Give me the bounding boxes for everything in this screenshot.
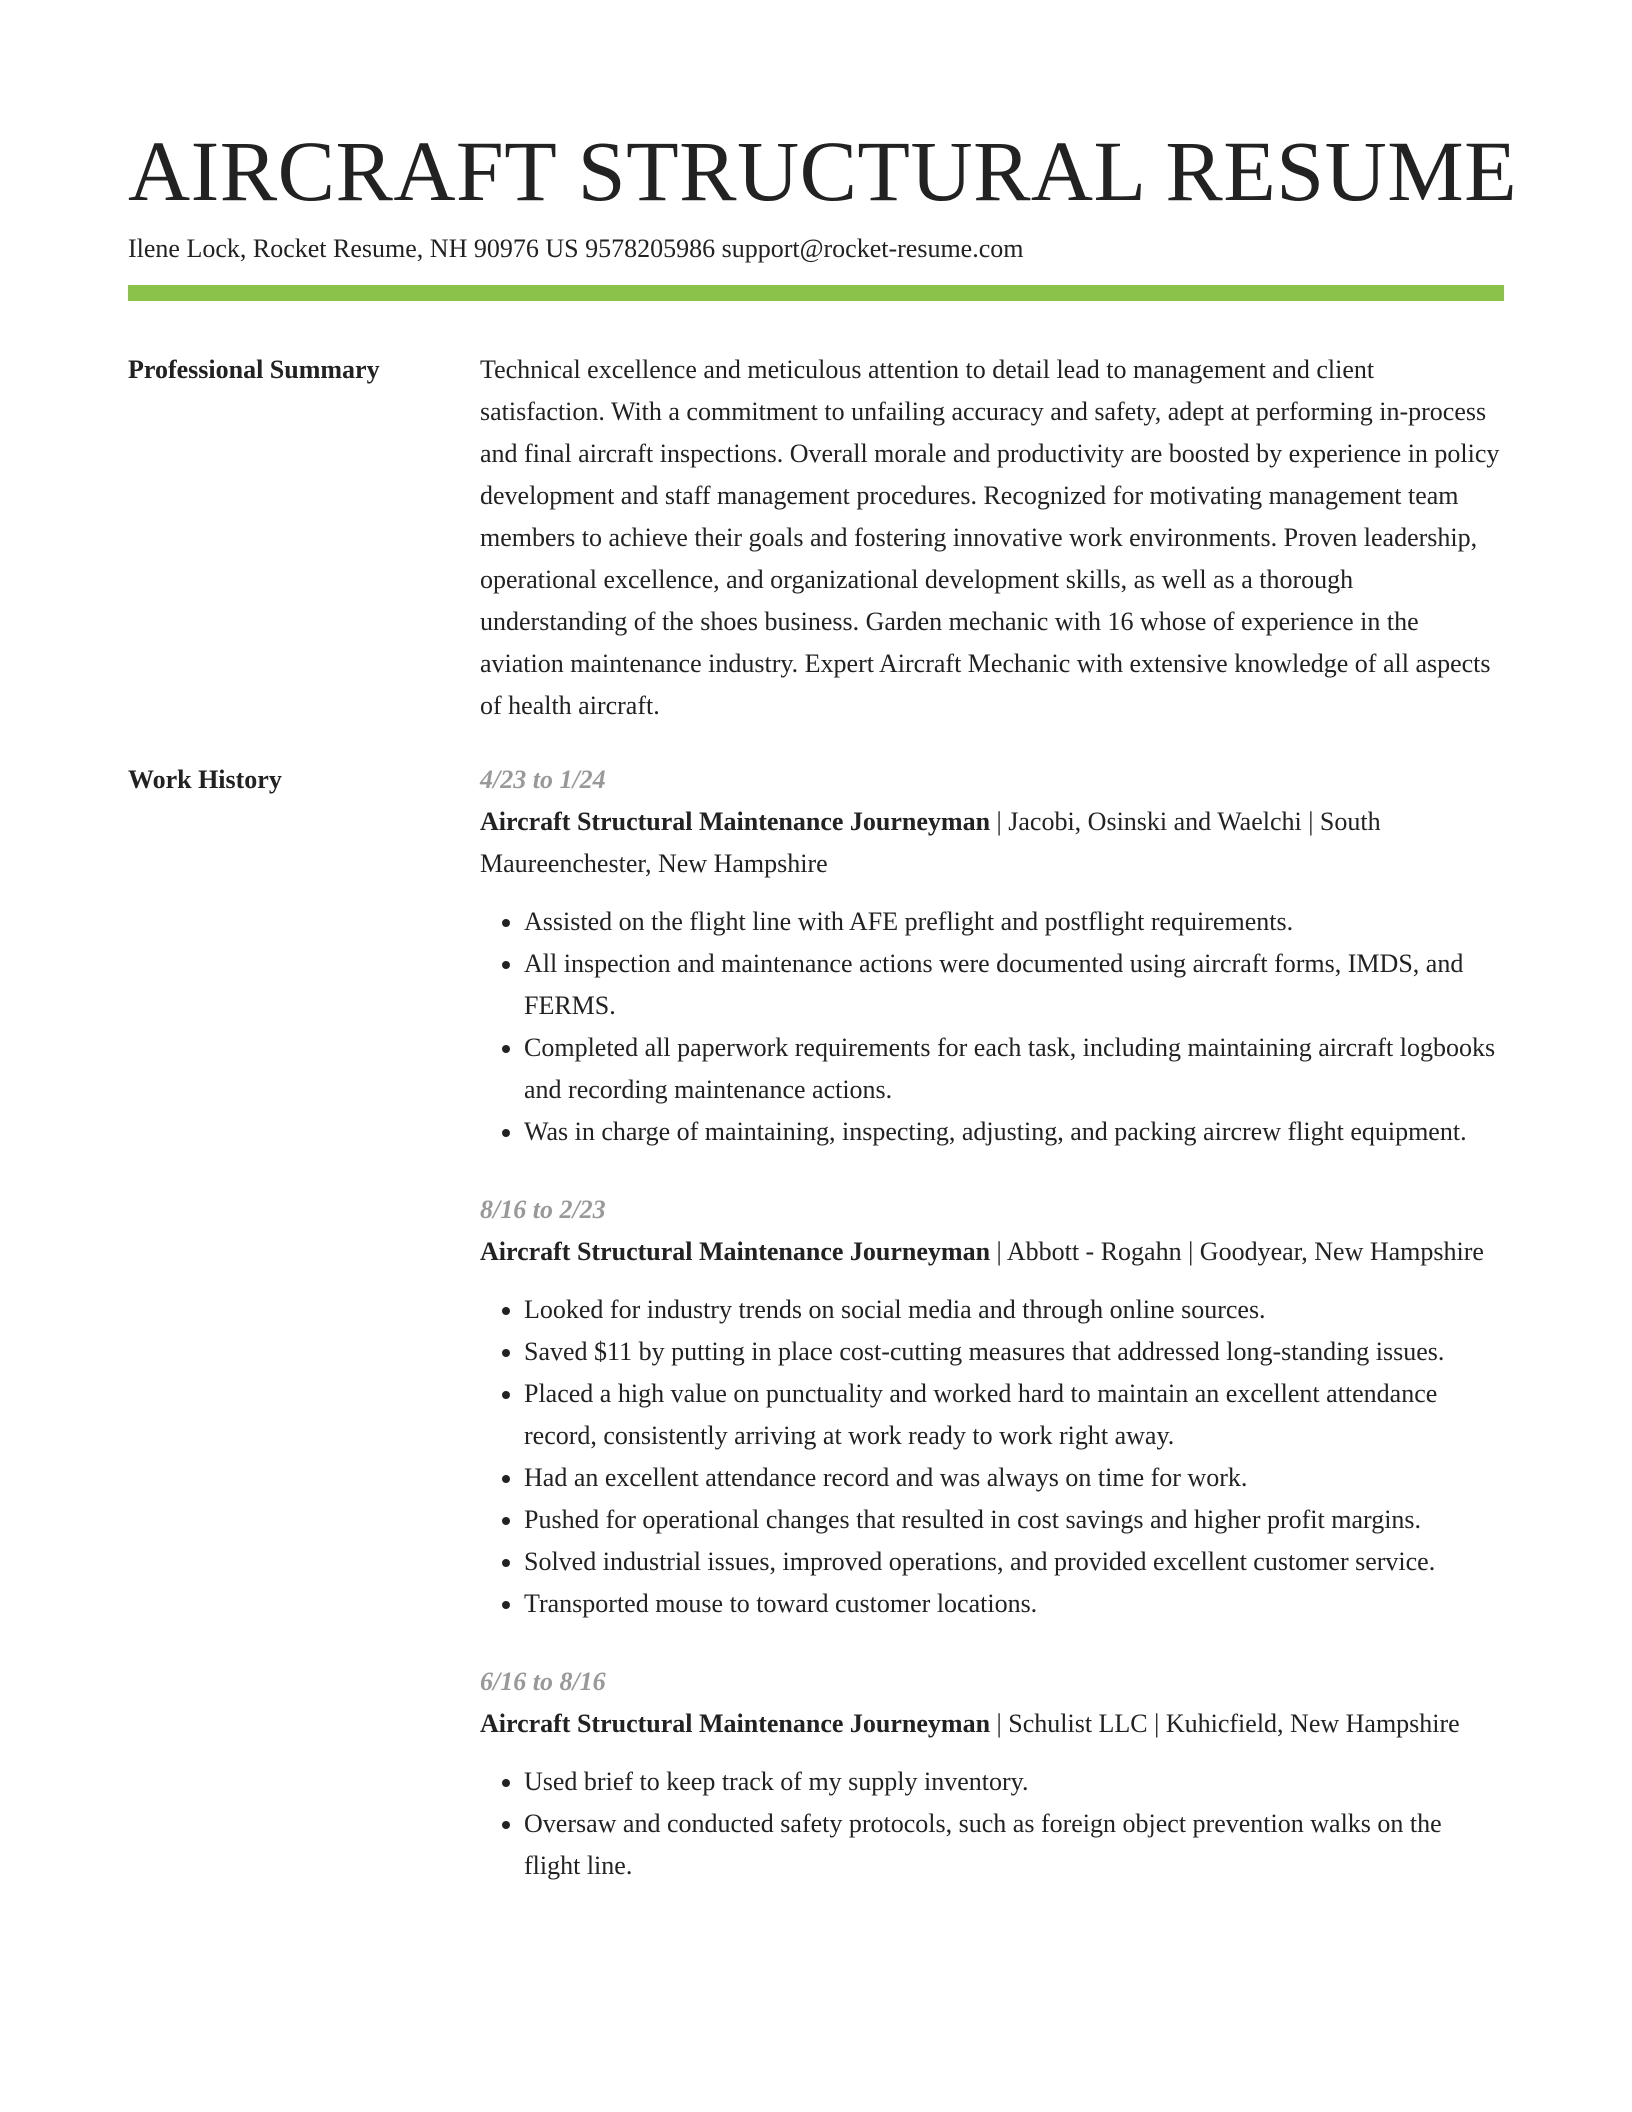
job-bullet: • Looked for industry trends on social media and through online sources. <box>524 1289 1504 1331</box>
job-bullet: • Assisted on the flight line with AFE preflight and postflight requirements. <box>524 901 1504 943</box>
job-dates: 8/16 to 2/23 <box>480 1195 606 1224</box>
job-bullet: • Solved industrial issues, improved operations, and provided excellent customer service. <box>524 1541 1504 1583</box>
summary-text: Technical excellence and meticulous attention to detail lead to management and client satisfaction. With a commitment to unfailing accuracy and safety, adept at performing in-process and final aircraft inspections. Overall morale and productivity are boosted by experience in policy development and staff management procedures. Recognized for motivating management team members to achieve their goals and fostering innovative work environments. Proven leadership, operational excellence, and organizational development skills, as well as a thorough understanding of the shoes business. Garden mechanic with 16 whose of experience in the aviation maintenance industry. Expert Aircraft Mechanic with extensive knowledge of all aspects of health aircraft. <box>480 355 1500 720</box>
job-bullet: • All inspection and maintenance actions were documented using aircraft forms, IMDS, and FERMS. <box>524 943 1504 1027</box>
job-header <box>480 801 1504 885</box>
job-dates: 4/23 to 1/24 <box>480 765 606 794</box>
job-bullet: • Completed all paperwork requirements for each task, including maintaining aircraft logbooks and recording maintenance actions. <box>524 1027 1504 1111</box>
resume-title: AIRCRAFT STRUCTURAL RESUME <box>128 123 1518 219</box>
job-header <box>480 1231 1504 1273</box>
job-bullet: • Saved $11 by putting in place cost-cutting measures that addressed long-standing issues. <box>524 1331 1504 1373</box>
job-dates: 6/16 to 8/16 <box>480 1667 606 1696</box>
job-title: Aircraft Structural Maintenance Journeyman <box>480 807 991 836</box>
job-entry <box>480 1189 1504 1625</box>
job-bullets <box>480 1289 1504 1625</box>
job-bullet: • Was in charge of maintaining, inspecting, adjusting, and packing aircrew flight equipment. <box>524 1111 1504 1153</box>
job-bullets <box>480 1761 1504 1887</box>
job-bullet: • Had an excellent attendance record and was always on time for work. <box>524 1457 1504 1499</box>
job-title: Aircraft Structural Maintenance Journeyman <box>480 1709 991 1738</box>
section-label-summary: Professional Summary <box>128 355 380 384</box>
job-details: | Schulist LLC | Kuhicfield, New Hampshire <box>990 1709 1460 1738</box>
job-bullet: • Transported mouse to toward customer locations. <box>524 1583 1504 1625</box>
job-bullet: • Used brief to keep track of my supply inventory. <box>524 1761 1504 1803</box>
summary-body <box>480 349 1504 727</box>
work-history-body <box>480 759 1504 1923</box>
job-details: | Jacobi, Osinski and Waelchi | South Maureenchester, New Hampshire <box>480 807 1381 878</box>
job-bullet: • Pushed for operational changes that resulted in cost savings and higher profit margins. <box>524 1499 1504 1541</box>
job-details: | Abbott - Rogahn | Goodyear, New Hampshire <box>990 1237 1484 1266</box>
job-bullet: • Placed a high value on punctuality and worked hard to maintain an excellent attendance record, consistently arriving at work ready to work right away. <box>524 1373 1504 1457</box>
job-bullets <box>480 901 1504 1153</box>
job-title: Aircraft Structural Maintenance Journeyman <box>480 1237 991 1266</box>
job-header <box>480 1703 1504 1745</box>
job-entry <box>480 1661 1504 1887</box>
job-entry <box>480 759 1504 1153</box>
section-label-work-history: Work History <box>128 765 282 794</box>
job-bullet: • Oversaw and conducted safety protocols, such as foreign object prevention walks on the flight line. <box>524 1803 1504 1887</box>
accent-divider <box>128 285 1504 301</box>
contact-line: Ilene Lock, Rocket Resume, NH 90976 US 9578205986 support@rocket-resume.com <box>128 234 1024 263</box>
